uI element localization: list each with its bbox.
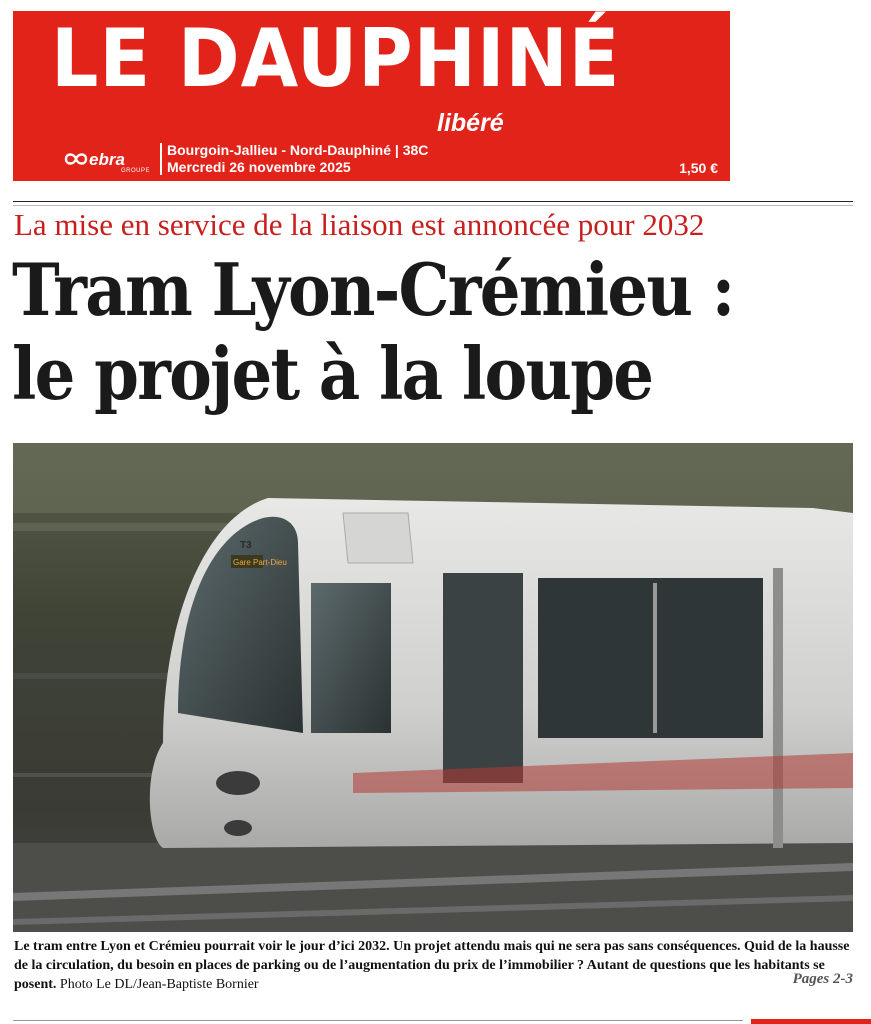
- caption-text: Le tram entre Lyon et Crémieu pourrait voir le jour d’ici 2032. Un projet attendu mais qui ne sera pas sans conséquences. Quid de la hausse de la circulation, du besoin en places de parking ou de l’augmentation du prix de l’immobilier ? Autant de questions que les habitants se posent.: [14, 939, 850, 992]
- edition-block: [167, 142, 428, 176]
- ebra-swirl-icon: [63, 150, 89, 168]
- tram-vehicle: [150, 498, 853, 848]
- headline-line-2: le projet à la loupe: [12, 331, 653, 416]
- photo-credit: Photo Le DL/Jean-Baptiste Bornier: [59, 977, 259, 992]
- footer-accent: [751, 1019, 871, 1024]
- edition-name: Bourgoin-Jallieu - Nord-Dauphiné | 38C: [167, 142, 429, 158]
- top-rule-secondary: [13, 205, 853, 206]
- article-headline: [12, 248, 734, 416]
- price: 1,50 €: [679, 160, 718, 176]
- edition-date: Mercredi 26 novembre 2025: [167, 159, 351, 175]
- tram-photo: [13, 443, 853, 932]
- ebra-logo-text: ebra: [89, 149, 125, 169]
- headline-line-1: Tram Lyon-Crémieu :: [12, 247, 734, 332]
- newspaper-subtitle: libéré: [437, 109, 504, 137]
- photo-caption: [14, 937, 859, 994]
- ebra-group-logo: [63, 145, 151, 174]
- masthead-divider: [160, 143, 162, 175]
- page-reference: Pages 2-3: [792, 971, 853, 987]
- masthead: [13, 11, 730, 181]
- article-kicker: La mise en service de la liaison est annoncée pour 2032: [14, 207, 705, 242]
- tram-destination-display: Gare Part-Dieu: [233, 558, 287, 567]
- top-rule: [13, 201, 853, 202]
- newspaper-title: LE DAUPHINÉ: [51, 12, 621, 105]
- tram-line-number: T3: [240, 540, 252, 551]
- bottom-rule: [13, 1020, 743, 1021]
- ebra-group-label: GROUPE: [121, 168, 151, 174]
